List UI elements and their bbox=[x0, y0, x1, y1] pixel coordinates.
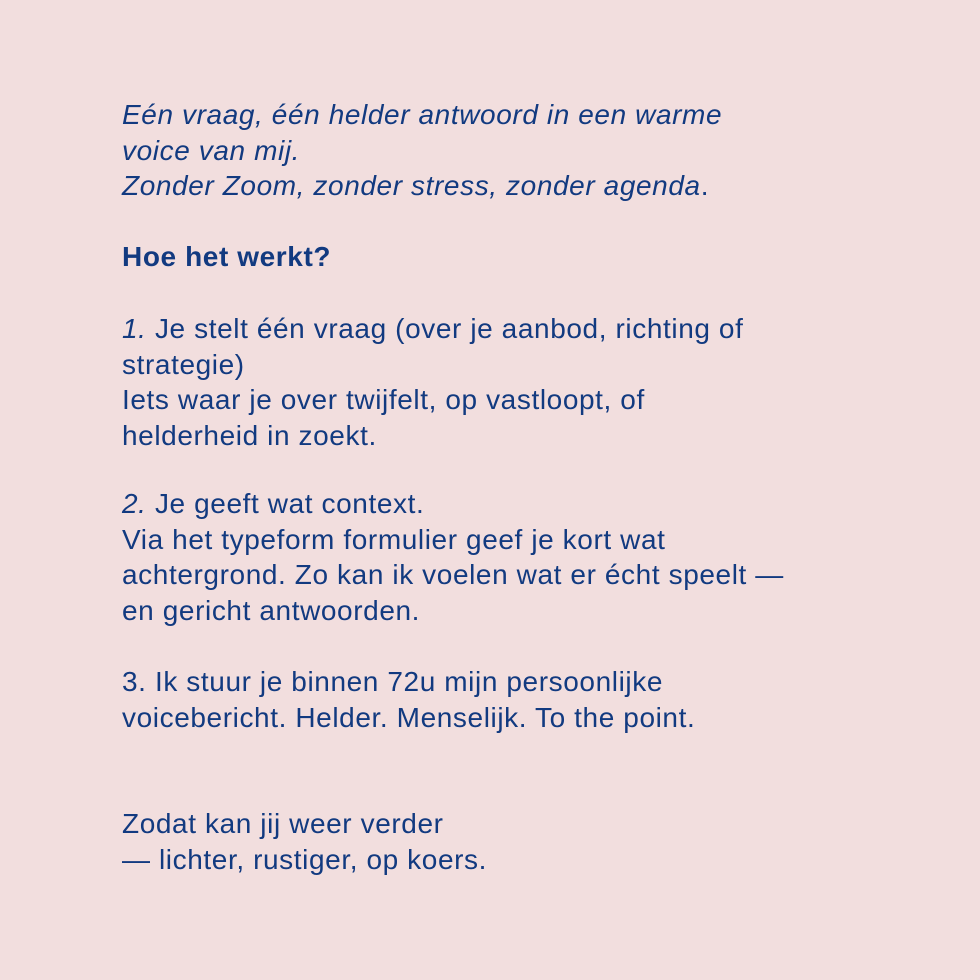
intro-line: Eén vraag, één helder antwoord in een warme bbox=[122, 99, 723, 130]
step-3-line bbox=[122, 664, 942, 700]
step-1-title: Je stelt één vraag (over je aanbod, richting of bbox=[146, 313, 744, 344]
step-3-line: voicebericht. Helder. Menselijk. To the point. bbox=[122, 701, 696, 733]
step-2-line: achtergrond. Zo kan ik voelen wat er écht speelt — bbox=[122, 559, 784, 590]
intro-period: . bbox=[700, 170, 710, 201]
intro-line: voice van mij. bbox=[122, 134, 301, 166]
intro-line-text: Zonder Zoom, zonder stress, zonder agenda bbox=[122, 170, 701, 201]
step-1 bbox=[122, 311, 942, 453]
step-3 bbox=[122, 664, 942, 735]
step-2-line: en gericht antwoorden. bbox=[122, 594, 421, 626]
step-1-line bbox=[122, 311, 942, 347]
step-1-line: helderheid in zoekt. bbox=[122, 419, 377, 451]
step-2 bbox=[122, 486, 942, 628]
step-number: 3. bbox=[122, 666, 147, 697]
intro-paragraph bbox=[122, 97, 942, 204]
outro-paragraph bbox=[122, 806, 942, 877]
outro-line: — lichter, rustiger, op koers. bbox=[122, 843, 488, 875]
intro-line bbox=[122, 168, 942, 204]
step-2-line bbox=[122, 486, 942, 522]
step-3-title: Ik stuur je binnen 72u mijn persoonlijke bbox=[146, 666, 663, 697]
step-2-line: Via het typeform formulier geef je kort wat bbox=[122, 523, 666, 555]
step-1-line: strategie) bbox=[122, 348, 245, 380]
step-2-title: Je geeft wat context. bbox=[146, 488, 425, 519]
outro-line: Zodat kan jij weer verder bbox=[122, 808, 444, 839]
section-heading: Hoe het werkt? bbox=[122, 241, 332, 272]
step-number: 2. bbox=[122, 488, 147, 519]
step-number: 1. bbox=[122, 313, 147, 344]
step-1-line: Iets waar je over twijfelt, op vastloopt, of bbox=[122, 384, 645, 415]
